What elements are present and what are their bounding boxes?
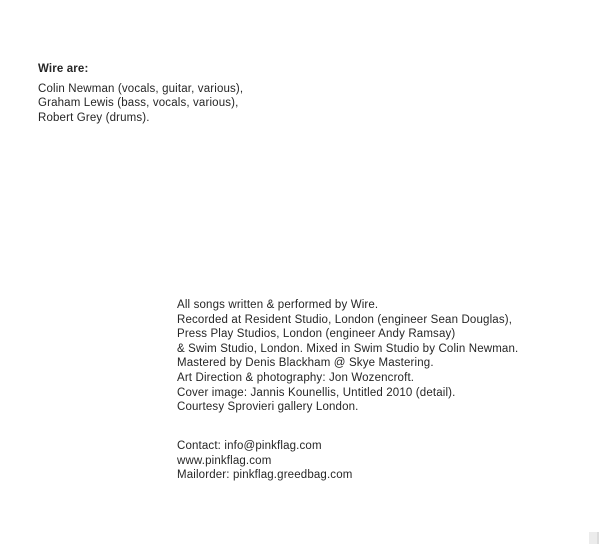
lineup-member: Graham Lewis (bass, vocals, various),	[38, 97, 239, 110]
lineup-member: Robert Grey (drums).	[38, 111, 150, 124]
credits-line: Cover image: Jannis Kounellis, Untitled 2010 (detail).	[177, 386, 456, 399]
credits-line: All songs written & performed by Wire.	[177, 299, 379, 311]
credits-line: & Swim Studio, London. Mixed in Swim Studio by Colin Newman.	[177, 342, 519, 355]
credits-line: Press Play Studios, London (engineer Andy Ramsay)	[177, 328, 456, 341]
credits-section	[177, 298, 518, 415]
credits-line: Mastered by Denis Blackham @ Skye Mastering.	[177, 357, 434, 370]
credits-line: Courtesy Sprovieri gallery London.	[177, 401, 359, 414]
lineup-section	[38, 62, 243, 125]
credits-line: Recorded at Resident Studio, London (engineer Sean Douglas),	[177, 313, 513, 326]
lineup-heading: Wire are:	[38, 63, 89, 75]
scan-artifact	[589, 532, 599, 544]
credits-line: Art Direction & photography: Jon Wozencroft.	[177, 371, 415, 384]
contact-line: www.pinkflag.com	[177, 454, 272, 467]
contact-section	[177, 439, 352, 483]
lineup-member: Colin Newman (vocals, guitar, various),	[38, 82, 244, 95]
contact-line: Contact: info@pinkflag.com	[177, 440, 322, 452]
contact-line: Mailorder: pinkflag.greedbag.com	[177, 469, 353, 482]
